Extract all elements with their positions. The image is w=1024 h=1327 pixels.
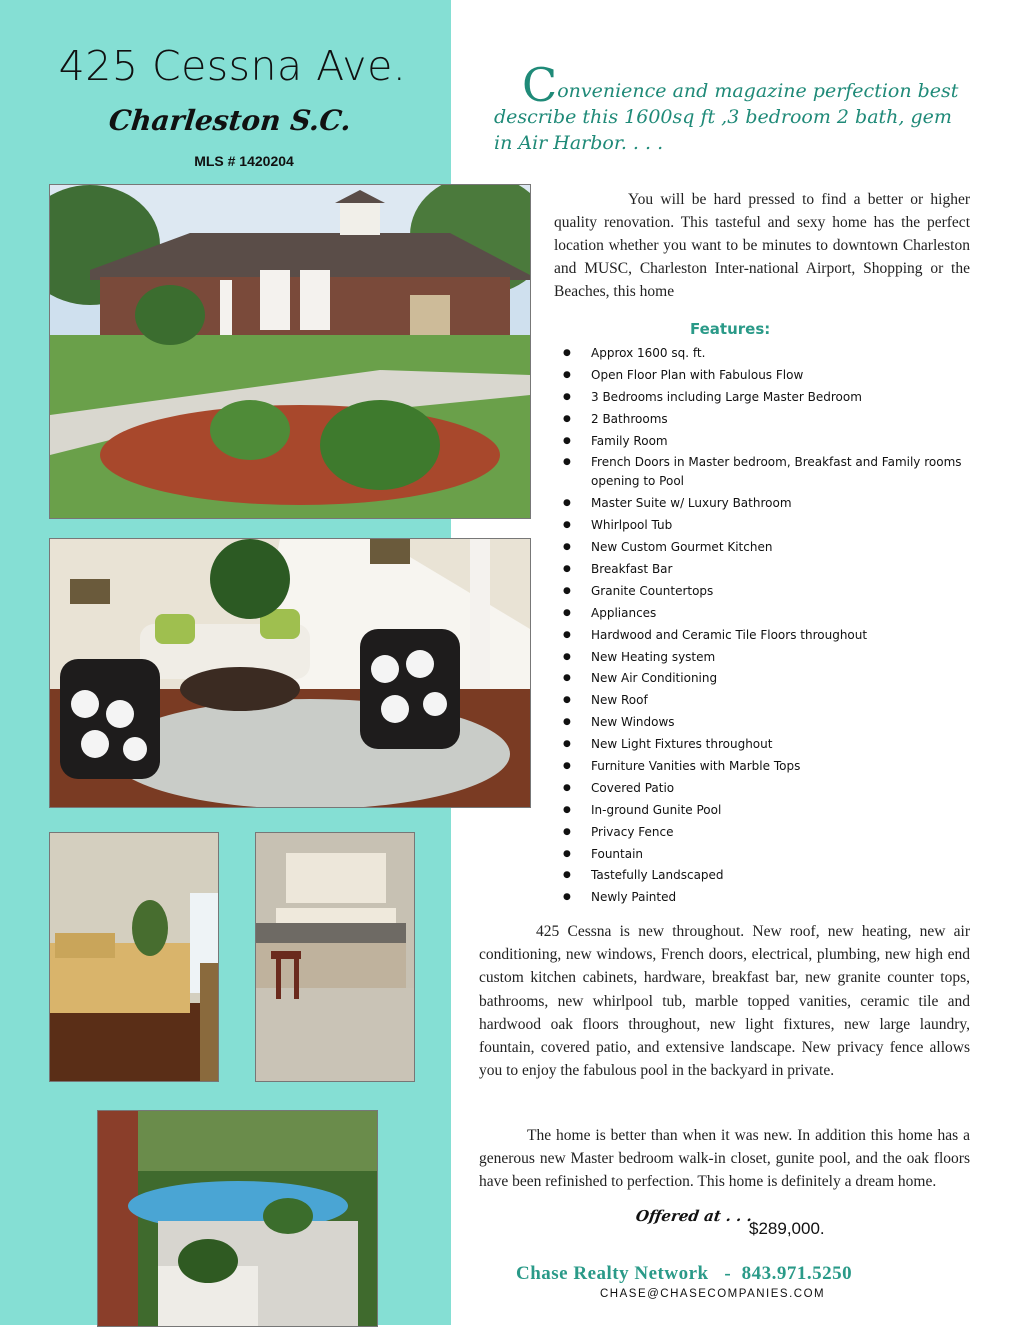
feature-item: ● New Roof <box>563 691 963 710</box>
pool-photo <box>97 1110 378 1327</box>
property-address: 425 Cessna Ave. <box>58 42 407 90</box>
feature-item: ● Fountain <box>563 845 963 864</box>
feature-item: ● New Light Fixtures throughout <box>563 735 963 754</box>
description-paragraph-2: The home is better than when it was new. In addition this home has a generous new Master bedroom walk-in closet, gunite pool, and the oak floors have been refinished to perfection. This home is definitely a dream home. <box>479 1127 970 1191</box>
feature-item: ● Newly Painted <box>563 888 963 907</box>
feature-item: ● Appliances <box>563 604 963 623</box>
price: $289,000. <box>749 1219 825 1238</box>
feature-item: ● In-ground Gunite Pool <box>563 801 963 820</box>
living-room-photo <box>49 538 531 808</box>
feature-item: ● Granite Countertops <box>563 582 963 601</box>
feature-item: ● Approx 1600 sq. ft. <box>563 344 963 363</box>
feature-item: ● Open Floor Plan with Fabulous Flow <box>563 366 963 385</box>
headline-dropcap: C <box>522 58 558 112</box>
company-contact: Chase Realty Network - 843.971.5250 <box>516 1263 853 1284</box>
feature-item: ● Family Room <box>563 432 963 451</box>
feature-item: ● Hardwood and Ceramic Tile Floors throughout <box>563 626 963 645</box>
feature-item: ● New Custom Gourmet Kitchen <box>563 538 963 557</box>
contact-email[interactable]: CHASE@CHASECOMPANIES.COM <box>600 1288 826 1300</box>
feature-item: ● Tastefully Landscaped <box>563 866 963 885</box>
intro-paragraph: You will be hard pressed to find a better or higher quality renovation. This tasteful and sexy home has the perfect location whether you want to be minutes to downtown Charleston and MUSC, Charleston Inter-national Airport, Shopping or the Beaches, this home <box>554 191 970 300</box>
feature-item: ● Breakfast Bar <box>563 560 963 579</box>
feature-item: ● Furniture Vanities with Marble Tops <box>563 757 963 776</box>
features-title: Features: <box>690 320 771 338</box>
bedroom-photo <box>49 832 219 1082</box>
offered-label: Offered at . . . <box>634 1207 754 1225</box>
property-city: Charleston S.C. <box>107 104 353 137</box>
feature-item: ● Covered Patio <box>563 779 963 798</box>
exterior-photo <box>49 184 531 519</box>
feature-item: ● New Windows <box>563 713 963 732</box>
headline-text: onvenience and magazine perfection best describe this 1600sq ft ,3 bedroom 2 bath, gem in Air Harbor. . . . <box>494 80 959 154</box>
features-list <box>563 344 963 910</box>
headline <box>494 58 974 156</box>
feature-item: ● 3 Bedrooms including Large Master Bedroom <box>563 388 963 407</box>
description-paragraph-1: 425 Cessna is new throughout. New roof, new heating, new air conditioning, new windows, French doors, electrical, plumbing, new high end custom kitchen cabinets, hardware, breakfast bar, new granite counter tops, bathrooms, new whirlpool tub, marble topped vanities, ceramic tile and hardwood oak floors throughout, new light fixtures, new large laundry, fountain, covered patio, and extensive landscape. New privacy fence allows you to enjoy the fabulous pool in the backyard in private. <box>479 923 970 1080</box>
feature-item: ● Whirlpool Tub <box>563 516 963 535</box>
feature-item: ● 2 Bathrooms <box>563 410 963 429</box>
feature-item: ● Privacy Fence <box>563 823 963 842</box>
feature-item: ● New Air Conditioning <box>563 669 963 688</box>
feature-item: ● Master Suite w/ Luxury Bathroom <box>563 494 963 513</box>
kitchen-photo <box>255 832 415 1082</box>
feature-item: ● New Heating system <box>563 648 963 667</box>
mls-number: MLS # 1420204 <box>194 153 294 169</box>
feature-item: ● French Doors in Master bedroom, Breakfast and Family rooms opening to Pool <box>563 453 963 491</box>
